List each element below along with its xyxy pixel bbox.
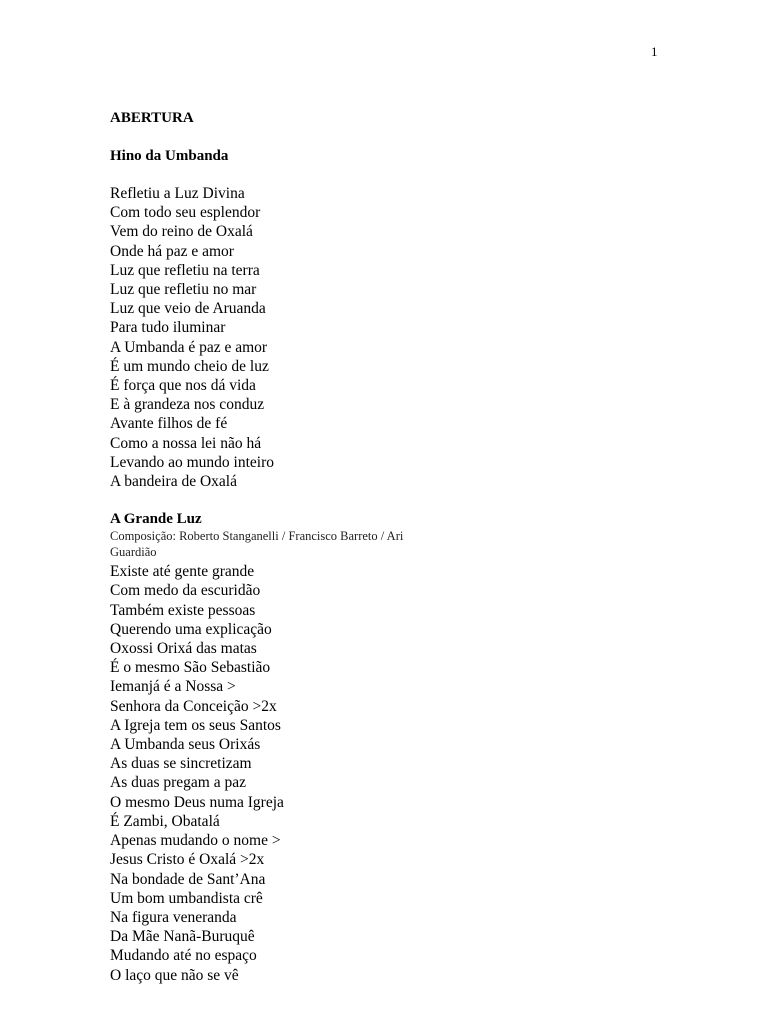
lyric-line: Senhora da Conceição >2x xyxy=(110,697,277,715)
lyric-line: Avante filhos de fé xyxy=(110,415,228,433)
lyric-line: Na bondade de Sant’Ana xyxy=(110,870,266,888)
lyric-line: Um bom umbandista crê xyxy=(110,889,263,907)
lyric-line: Vem do reino de Oxalá xyxy=(110,223,253,241)
lyric-line: Onde há paz e amor xyxy=(110,242,234,260)
lyric-line: Mudando até no espaço xyxy=(110,947,257,965)
lyric-line: Apenas mudando o nome > xyxy=(110,832,281,850)
lyric-line: E à grandeza nos conduz xyxy=(110,396,265,414)
lyric-line: Existe até gente grande xyxy=(110,563,255,581)
lyric-line: É um mundo cheio de luz xyxy=(110,357,269,375)
lyric-line: Na figura veneranda xyxy=(110,908,237,926)
lyric-line: Levando ao mundo inteiro xyxy=(110,453,274,471)
lyric-line: Iemanjá é a Nossa > xyxy=(110,678,236,696)
song-title: Hino da Umbanda xyxy=(110,148,229,164)
lyric-line: A Umbanda é paz e amor xyxy=(110,338,268,356)
lyric-line: O laço que não se vê xyxy=(110,966,239,984)
lyric-line: A Umbanda seus Orixás xyxy=(110,736,261,754)
lyrics-list xyxy=(110,184,670,491)
spacer xyxy=(110,491,670,510)
composition-credits: Composição: Roberto Stanganelli / Francisco Barreto / Ari Guardião xyxy=(110,529,404,559)
lyric-line: Com todo seu esplendor xyxy=(110,204,261,222)
section-title: ABERTURA xyxy=(110,110,194,126)
lyric-line: As duas se sincretizam xyxy=(110,755,252,773)
document-body xyxy=(110,108,670,985)
song-title: A Grande Luz xyxy=(110,511,202,528)
lyric-line: Luz que veio de Aruanda xyxy=(110,300,266,318)
lyric-line: É força que nos dá vida xyxy=(110,377,256,395)
lyric-line: Querendo uma explicação xyxy=(110,620,272,638)
song-a-grande-luz xyxy=(110,510,670,984)
lyric-line: Luz que refletiu no mar xyxy=(110,281,257,299)
lyric-line: É Zambi, Obatalá xyxy=(110,812,220,830)
lyric-line: Refletiu a Luz Divina xyxy=(110,185,245,202)
lyric-line: Luz que refletiu na terra xyxy=(110,261,260,279)
lyric-line: A Igreja tem os seus Santos xyxy=(110,716,281,734)
song-hino-da-umbanda xyxy=(110,147,670,491)
lyric-line: Para tudo iluminar xyxy=(110,319,226,337)
lyric-line: Também existe pessoas xyxy=(110,601,256,619)
lyric-line: Com medo da escuridão xyxy=(110,582,261,600)
lyric-line: Da Mãe Nanã-Buruquê xyxy=(110,928,255,946)
lyric-line: As duas pregam a paz xyxy=(110,774,247,792)
spacer xyxy=(110,128,670,147)
page-number: 1 xyxy=(651,44,658,59)
lyric-line: Jesus Cristo é Oxalá >2x xyxy=(110,851,265,869)
lyric-line: O mesmo Deus numa Igreja xyxy=(110,793,284,811)
lyric-line: A bandeira de Oxalá xyxy=(110,473,237,491)
spacer xyxy=(110,166,670,184)
lyrics-list xyxy=(110,562,670,984)
lyric-line: Oxossi Orixá das matas xyxy=(110,640,257,658)
lyric-line: É o mesmo São Sebastião xyxy=(110,659,271,677)
lyric-line: Como a nossa lei não há xyxy=(110,434,262,452)
